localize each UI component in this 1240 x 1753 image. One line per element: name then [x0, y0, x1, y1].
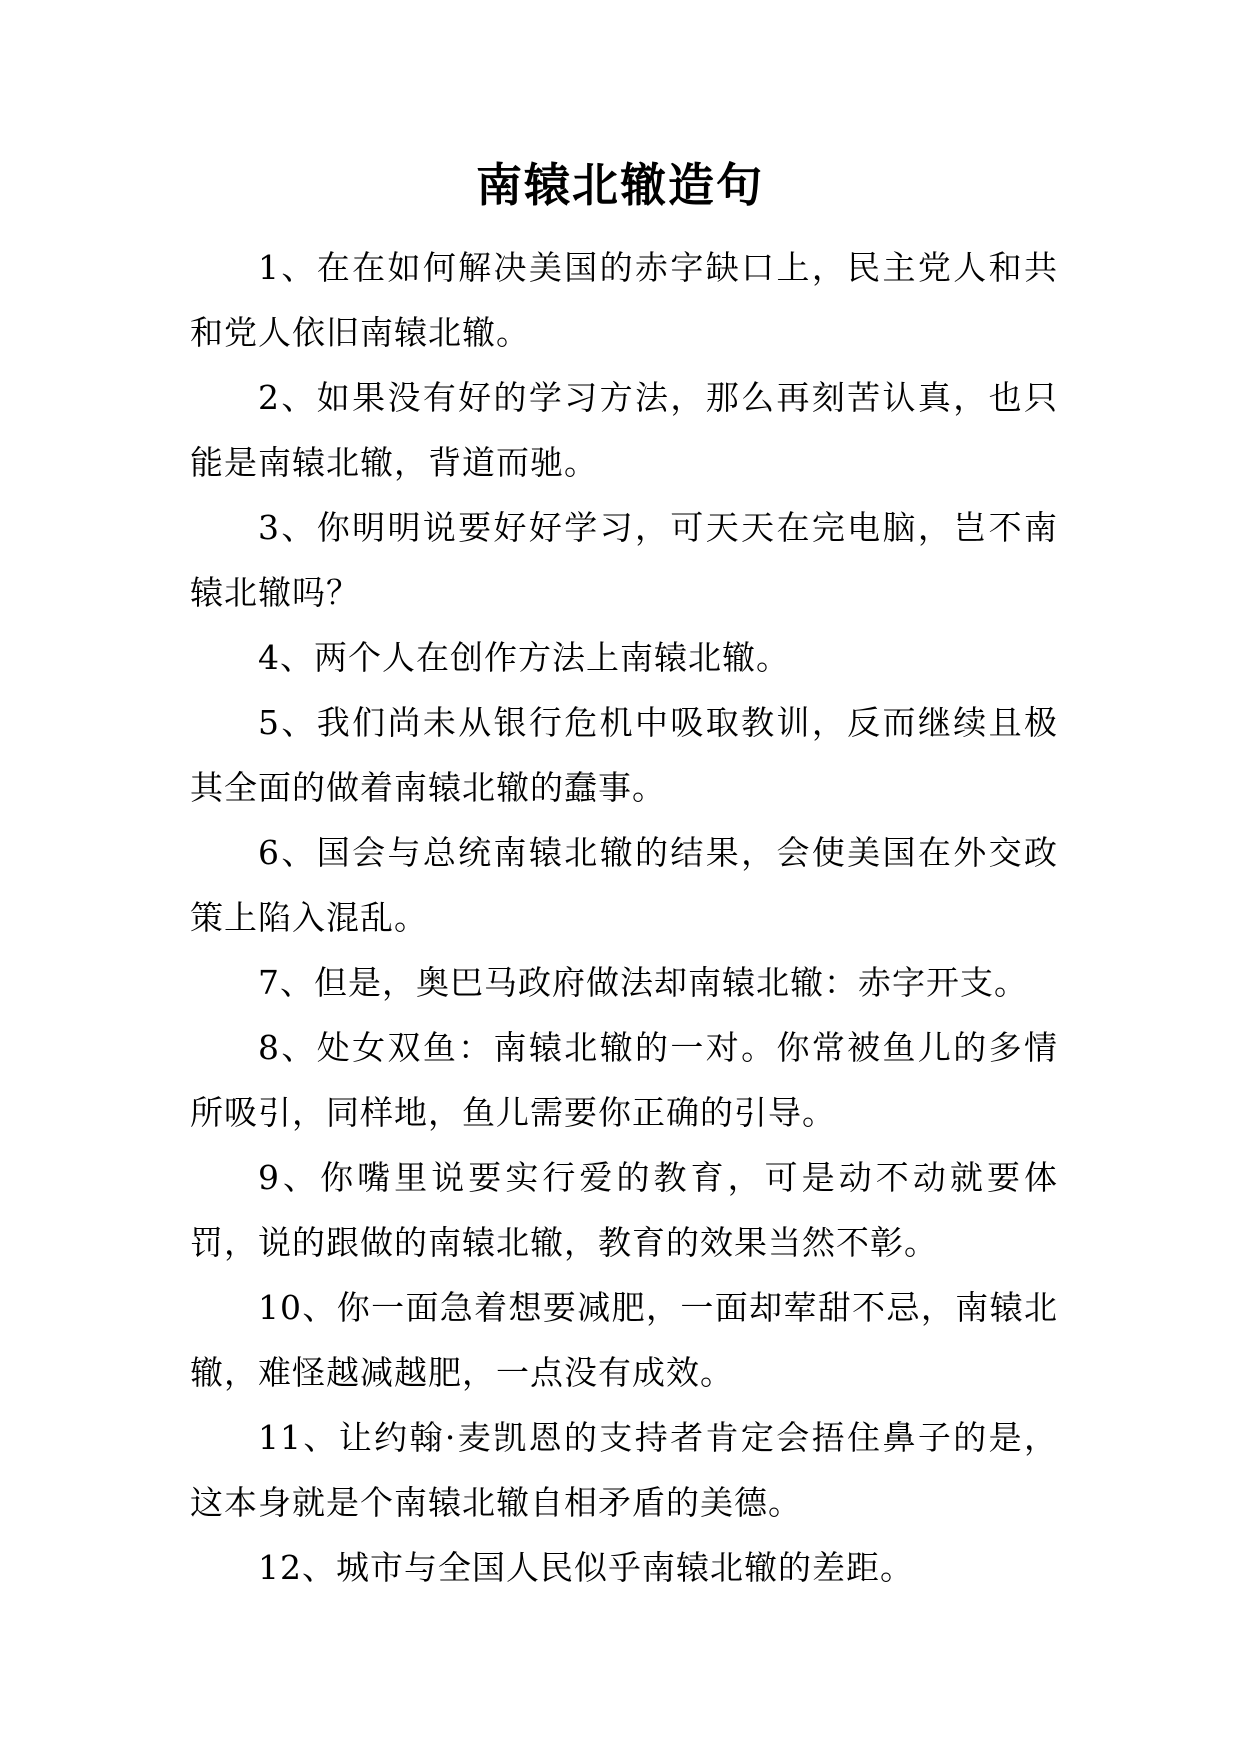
sentence-paragraph: 3、你明明说要好好学习，可天天在完电脑，岂不南辕北辙吗？ [190, 508, 1058, 612]
sentence-paragraph: 1、在在如何解决美国的赤字缺口上，民主党人和共和党人依旧南辕北辙。 [190, 248, 1058, 352]
document-title: 南辕北辙造句 [476, 158, 764, 212]
document-body [190, 235, 1058, 1600]
sentence-paragraph: 9、你嘴里说要实行爱的教育，可是动不动就要体罚，说的跟做的南辕北辙，教育的效果当然不彰。 [190, 1158, 1058, 1262]
sentence-paragraph: 4、两个人在创作方法上南辕北辙。 [258, 638, 790, 677]
sentence-paragraph: 2、如果没有好的学习方法，那么再刻苦认真，也只能是南辕北辙，背道而驰。 [190, 378, 1058, 482]
sentence-paragraph: 8、处女双鱼：南辕北辙的一对。你常被鱼儿的多情所吸引，同样地，鱼儿需要你正确的引导。 [190, 1028, 1058, 1132]
sentence-paragraph: 6、国会与总统南辕北辙的结果，会使美国在外交政策上陷入混乱。 [190, 833, 1058, 937]
sentence-paragraph: 7、但是，奥巴马政府做法却南辕北辙：赤字开支。 [258, 963, 1028, 1002]
sentence-paragraph: 11、让约翰·麦凯恩的支持者肯定会捂住鼻子的是，这本身就是个南辕北辙自相矛盾的美德。 [190, 1418, 1058, 1522]
sentence-paragraph: 12、城市与全国人民似乎南辕北辙的差距。 [258, 1548, 914, 1587]
sentence-paragraph: 10、你一面急着想要减肥，一面却荤甜不忌，南辕北辙，难怪越减越肥，一点没有成效。 [190, 1288, 1058, 1392]
sentence-paragraph: 5、我们尚未从银行危机中吸取教训，反而继续且极其全面的做着南辕北辙的蠢事。 [190, 703, 1058, 807]
